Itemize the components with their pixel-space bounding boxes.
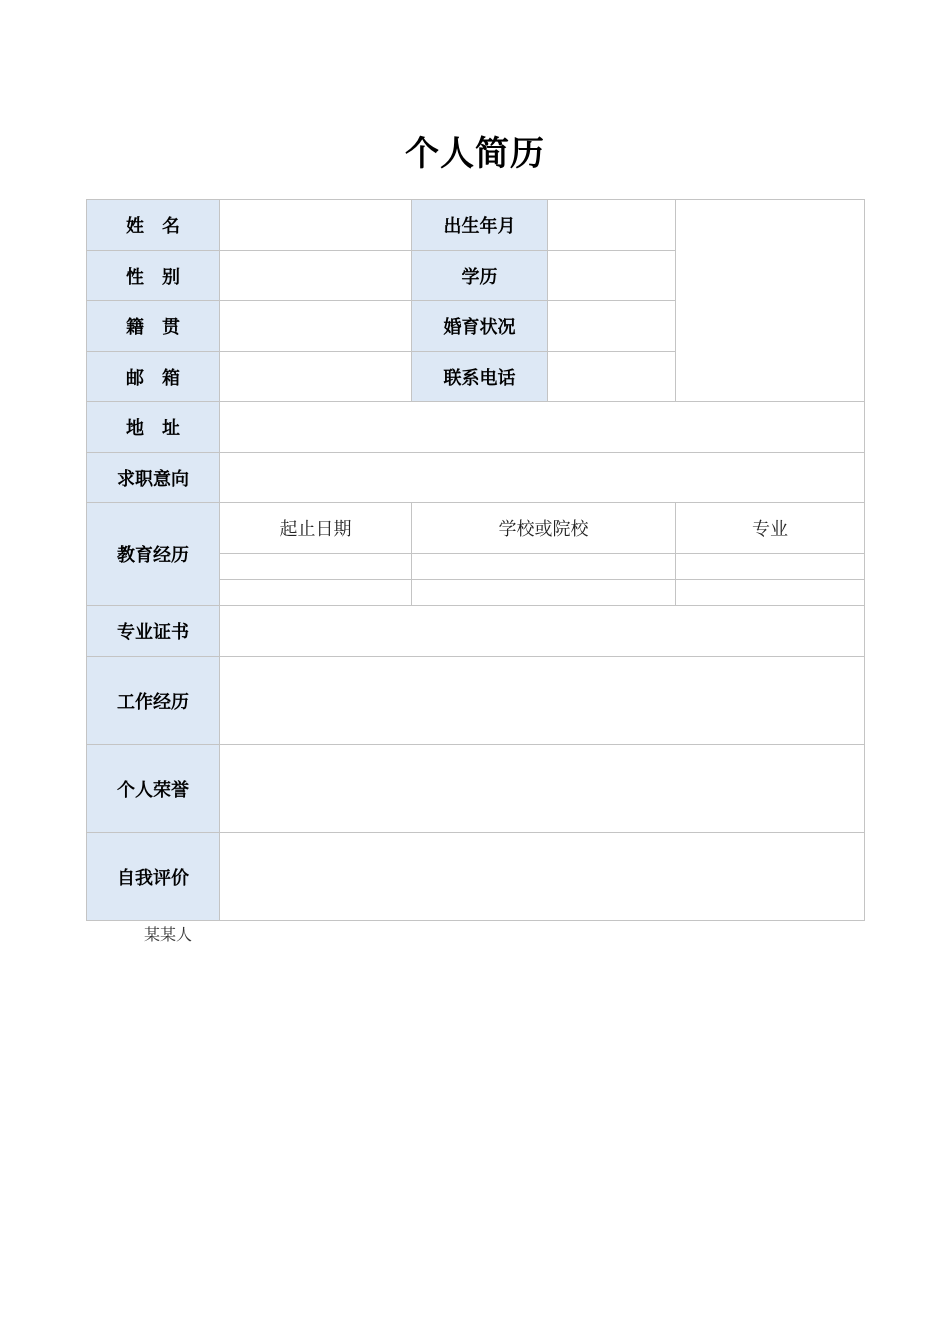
name-field[interactable]: [220, 200, 412, 251]
label-certificates: 专业证书: [87, 606, 220, 657]
label-gender: 性 别: [87, 251, 220, 301]
label-edu-history: 教育经历: [87, 503, 220, 606]
work-history-field[interactable]: [220, 657, 865, 745]
phone-field[interactable]: [548, 352, 676, 402]
edu-row-1-major[interactable]: [676, 554, 865, 580]
edu-col-dates: 起止日期: [220, 503, 412, 554]
edu-row-2-dates[interactable]: [220, 580, 412, 606]
label-address: 地 址: [87, 402, 220, 453]
label-self-eval: 自我评价: [87, 833, 220, 921]
birth-field[interactable]: [548, 200, 676, 251]
label-marital: 婚育状况: [412, 301, 548, 352]
edu-col-school: 学校或院校: [412, 503, 676, 554]
edu-row-2-school[interactable]: [412, 580, 676, 606]
certificates-field[interactable]: [220, 606, 865, 657]
gender-field[interactable]: [220, 251, 412, 301]
label-name: 姓 名: [87, 200, 220, 251]
resume-table: [86, 199, 865, 921]
photo-box[interactable]: [676, 200, 865, 402]
edu-row-1-dates[interactable]: [220, 554, 412, 580]
edu-row-1-school[interactable]: [412, 554, 676, 580]
label-phone: 联系电话: [412, 352, 548, 402]
label-education: 学历: [412, 251, 548, 301]
label-native-place: 籍 贯: [87, 301, 220, 352]
marital-field[interactable]: [548, 301, 676, 352]
page-title: 个人简历: [405, 134, 545, 174]
education-field[interactable]: [548, 251, 676, 301]
email-field[interactable]: [220, 352, 412, 402]
label-email: 邮 箱: [87, 352, 220, 402]
edu-row-2-major[interactable]: [676, 580, 865, 606]
label-birth: 出生年月: [412, 200, 548, 251]
edu-col-major: 专业: [676, 503, 865, 554]
self-eval-field[interactable]: [220, 833, 865, 921]
footer-caption: 某某人: [144, 925, 193, 944]
native-place-field[interactable]: [220, 301, 412, 352]
label-work-history: 工作经历: [87, 657, 220, 745]
label-job-intent: 求职意向: [87, 453, 220, 503]
job-intent-field[interactable]: [220, 453, 865, 503]
address-field[interactable]: [220, 402, 865, 453]
label-honors: 个人荣誉: [87, 745, 220, 833]
honors-field[interactable]: [220, 745, 865, 833]
